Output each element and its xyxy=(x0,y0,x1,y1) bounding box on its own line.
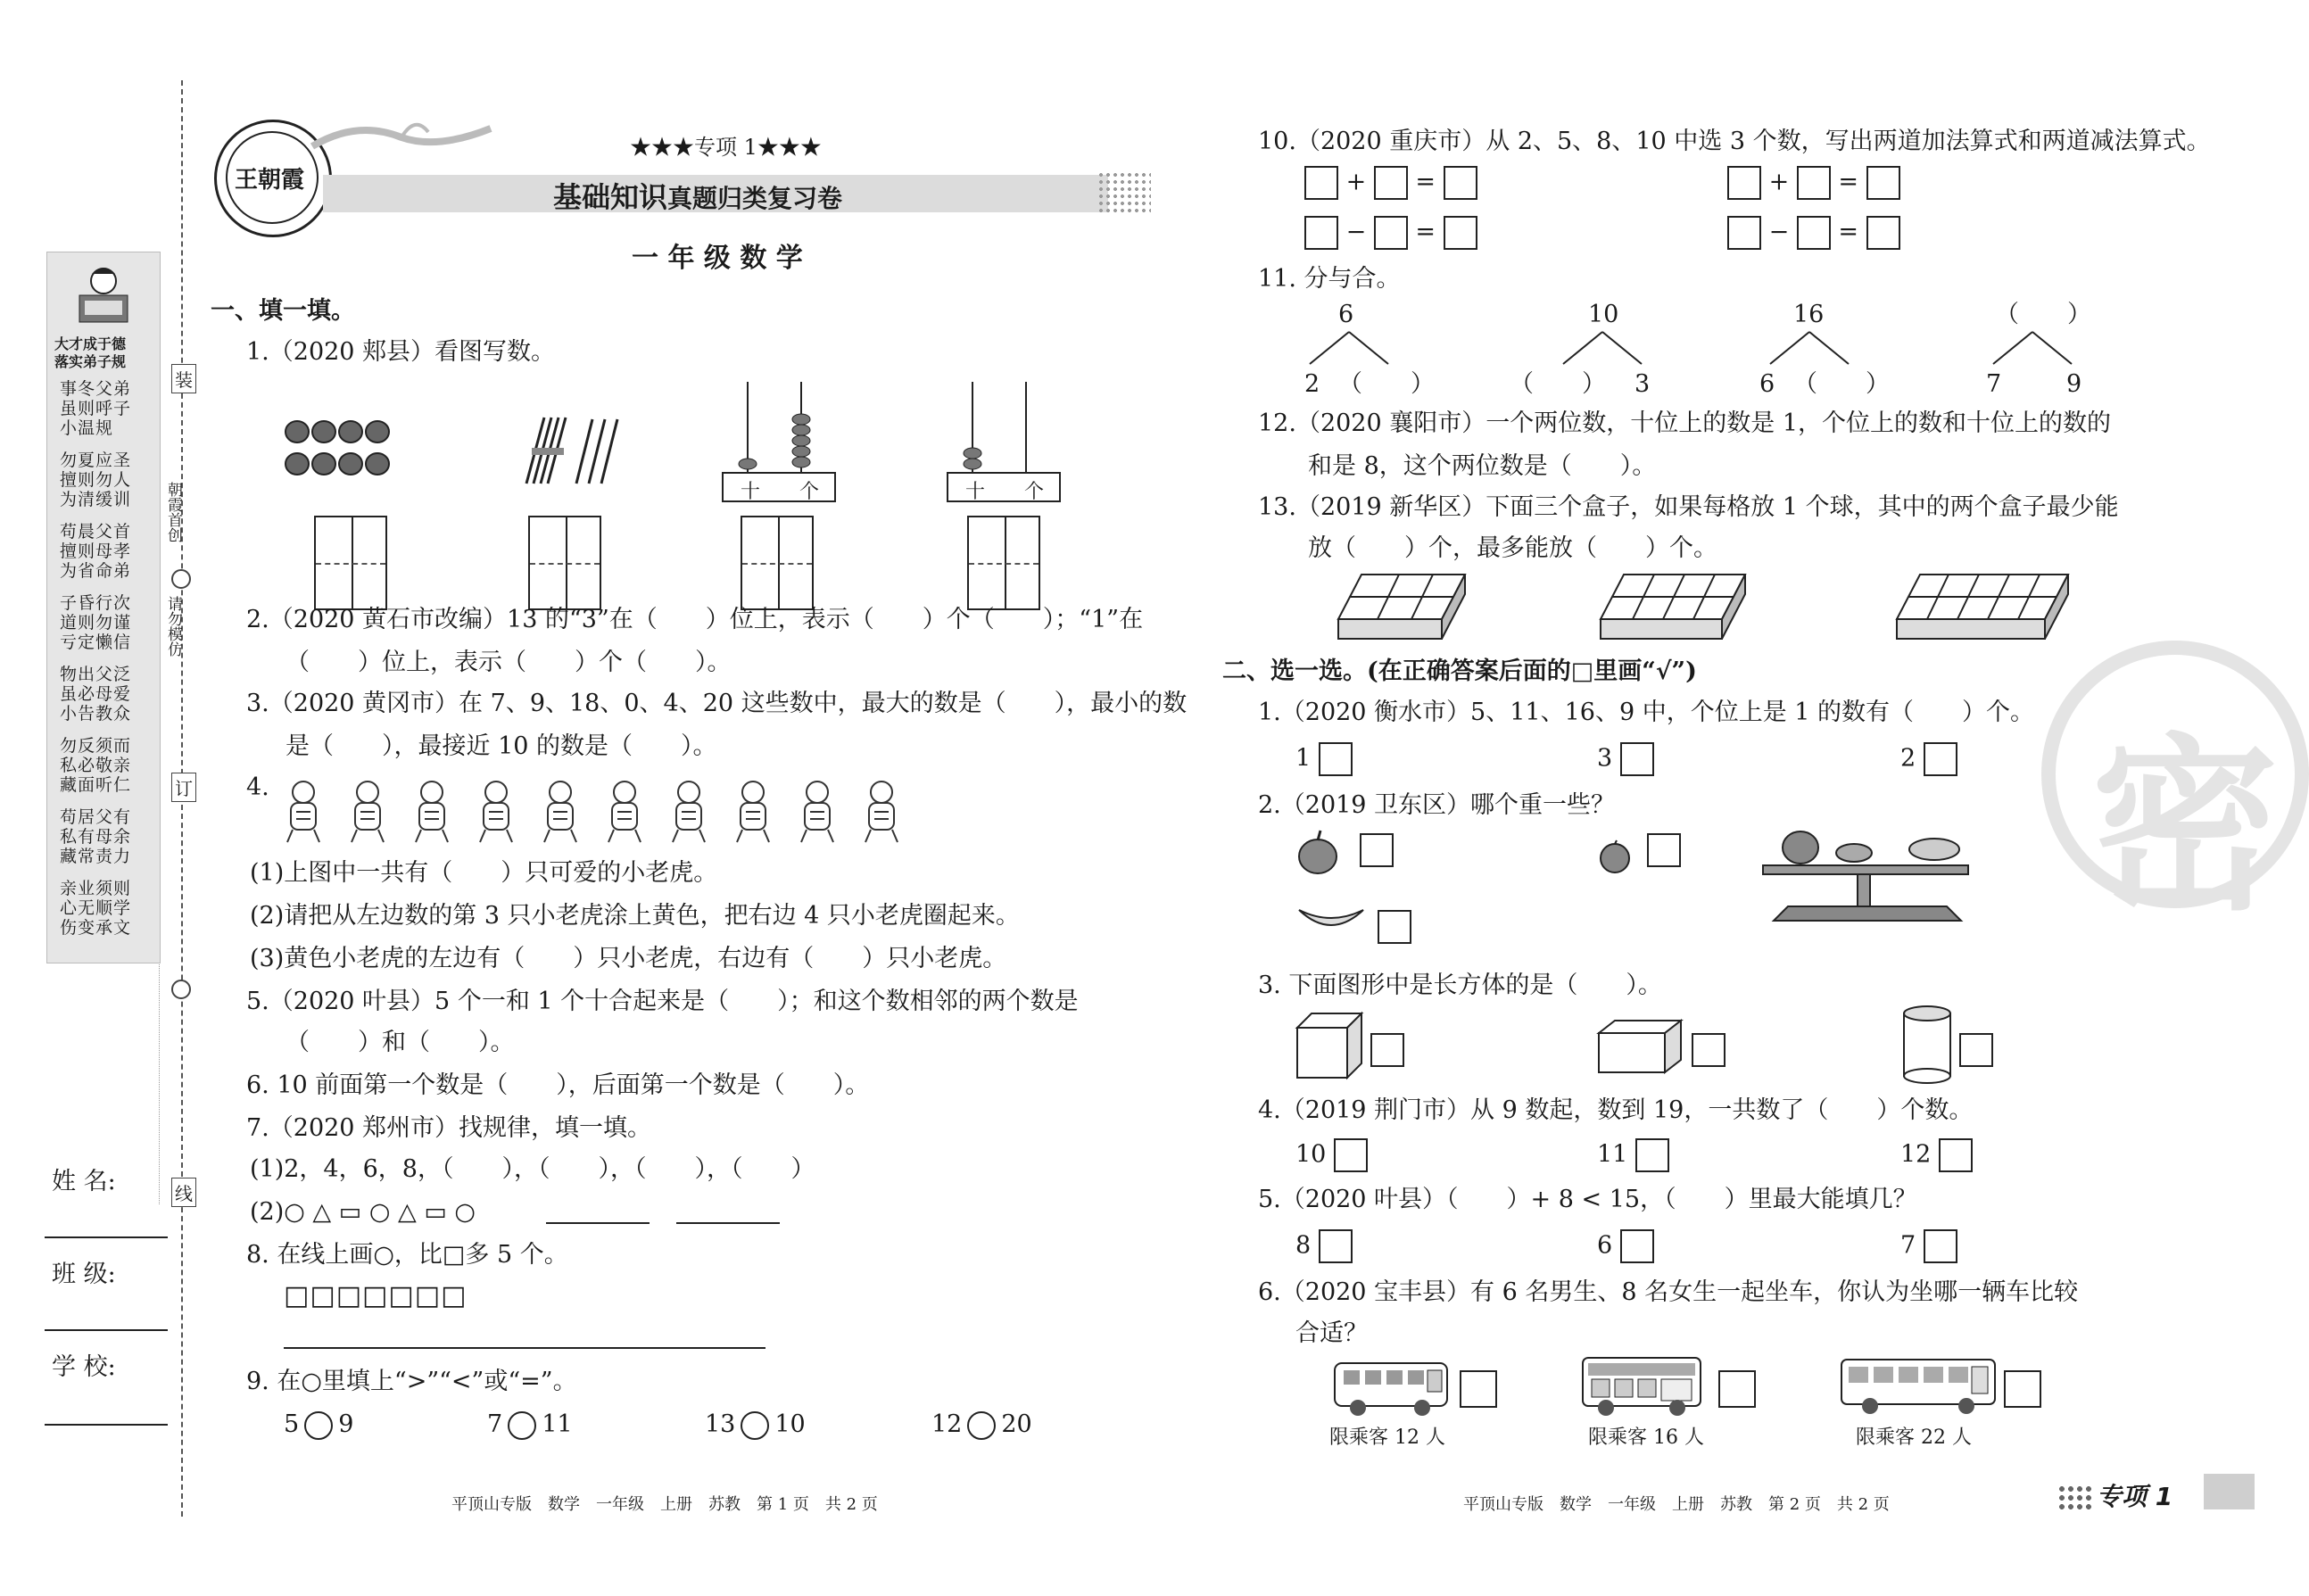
poem-group-7: 苟居父有 私有母余 藏常责力 xyxy=(60,807,132,866)
poem-block xyxy=(60,379,149,950)
poem-group-1: 事冬父弟 虽则呼子 小温规 xyxy=(60,379,132,438)
name-line[interactable] xyxy=(45,1236,168,1238)
s2q6-line2: 合适？ xyxy=(1295,1319,1368,1347)
s2q4-opt-3-box[interactable] xyxy=(1939,1138,1973,1172)
cylinder-icon xyxy=(1900,1005,1954,1085)
s2q2-apple-box[interactable] xyxy=(1360,833,1394,867)
s2q1-opt-2 xyxy=(1597,742,1654,776)
s2q6-line1: 6.（2020 宝丰县）有 6 名男生、8 名女生一起坐车，你认为坐哪一辆车比较 xyxy=(1258,1278,2079,1306)
q10-box-3c[interactable] xyxy=(1444,216,1477,250)
bus-icon-2 xyxy=(1579,1354,1704,1418)
q9-b4: 20 xyxy=(1001,1410,1032,1438)
bus-1-box[interactable] xyxy=(1460,1370,1497,1408)
box-grid-icon-2 xyxy=(1597,571,1749,642)
s2q1-opt-3 xyxy=(1900,742,1957,776)
poem-group-6: 勿反须而 私必敬亲 藏面听仁 xyxy=(60,736,132,795)
q10-box-2b[interactable] xyxy=(1797,166,1831,200)
poem-group-3: 苟晨父首 擅则母孝 为省命弟 xyxy=(60,522,132,581)
section2-heading: 二、选一选。(在正确答案后面的□里画“√”) xyxy=(1222,657,1697,685)
q11-tree3-branches xyxy=(1765,330,1854,366)
abacus-2-label: 十 个 xyxy=(965,481,1045,503)
s2q1-opt-2-box[interactable] xyxy=(1620,742,1654,776)
title-rest: 真题归类复习卷 xyxy=(667,184,843,213)
motto-line1: 大才成于德 xyxy=(54,335,127,352)
corner-tag-bar xyxy=(2204,1474,2255,1509)
q7-sub1: (1)2，4，6，8，（ ），（ ），（ ），（ ） xyxy=(250,1155,815,1183)
left-footer: 平顶山专版 数学 一年级 上册 苏教 第 1 页 共 2 页 xyxy=(451,1495,878,1514)
q9-a2: 7 xyxy=(487,1410,503,1438)
s2q3-text: 3. 下面图形中是长方体的是（ ）。 xyxy=(1258,972,1662,999)
poem-group-5: 物出父泛 虽必母爱 小告教众 xyxy=(60,665,132,724)
sidebar-panel xyxy=(46,252,161,963)
q5-line1: 5.（2020 叶县）5 个一和 1 个十合起来是（ ）；和这个数相邻的两个数是 xyxy=(246,988,1079,1015)
s2q1-text: 1.（2020 衡水市）5、11、16、9 中，个位上是 1 的数有（ ）个。 xyxy=(1258,699,2035,726)
q10-text: 10.（2020 重庆市）从 2、5、8、10 中选 3 个数，写出两道加法算式和两道减法算式。 xyxy=(1258,128,2211,155)
q9-circle-4[interactable] xyxy=(967,1411,996,1440)
q11-tree1-left: 2 xyxy=(1304,370,1320,398)
watermark-seal xyxy=(2041,641,2309,936)
logo-text: 王朝霞 xyxy=(235,167,305,194)
bus-3-label: 限乘客 22 人 xyxy=(1856,1426,1972,1449)
q13-line2: 放（ ）个，最多能放（ ）个。 xyxy=(1308,534,1717,562)
q2-line2: （ ）位上，表示（ ）个（ ）。 xyxy=(286,649,732,676)
q1-answer-frame-2[interactable] xyxy=(528,516,601,610)
q10-op-3: − xyxy=(1345,218,1367,246)
s2q1-opt-1-box[interactable] xyxy=(1319,742,1353,776)
q9-item-1 xyxy=(284,1410,353,1440)
banana-icon xyxy=(1295,901,1367,937)
q11-text: 11. 分与合。 xyxy=(1258,265,1401,293)
s2q4-opt-2 xyxy=(1597,1138,1669,1172)
q4-text: 4. xyxy=(246,773,269,801)
q5-line2: （ ）和（ ）。 xyxy=(286,1029,515,1056)
s2q5-opt-1-label: 8 xyxy=(1295,1231,1312,1260)
q10-op-4: − xyxy=(1768,218,1790,246)
bus-icon-3 xyxy=(1838,1356,1999,1418)
q10-eq-sign-1: = xyxy=(1415,168,1436,196)
balance-scale-icon xyxy=(1756,821,1979,928)
bus-2-box[interactable] xyxy=(1718,1370,1756,1408)
s2q5-opt-1-box[interactable] xyxy=(1319,1229,1353,1263)
q8-squares: □□□□□□□ xyxy=(284,1280,468,1311)
s2q3-cylinder-box[interactable] xyxy=(1959,1033,1993,1067)
q7-sub2: (2)○ △ ▭ ○ △ ▭ ○ xyxy=(250,1198,476,1226)
q9-item-2 xyxy=(487,1410,573,1440)
q4-sub3: (3)黄色小老虎的左边有（ ）只小老虎，右边有（ ）只小老虎。 xyxy=(250,945,1007,972)
q7-blank-2[interactable] xyxy=(676,1222,780,1224)
binding-char-1: 装 xyxy=(171,364,196,393)
watermelon-icon-group xyxy=(284,418,391,482)
bus-icon-1 xyxy=(1331,1360,1451,1418)
q12-line1: 12.（2020 襄阳市）一个两位数，十位上的数是 1，个位上的数和十位上的数的 xyxy=(1258,409,2111,437)
q10-eq-sign-4: = xyxy=(1838,218,1859,246)
q9-text: 9. 在○里填上“>”“<”或“=”。 xyxy=(246,1368,577,1395)
sticks-bundle-icon xyxy=(517,412,625,487)
title-bold: 基础知识 xyxy=(553,180,668,214)
q10-box-3a[interactable] xyxy=(1304,216,1338,250)
q10-eq-1 xyxy=(1304,166,1477,200)
s2q4-opt-3-label: 12 xyxy=(1900,1140,1932,1169)
q11-tree4-top[interactable]: （ ） xyxy=(1995,301,2091,328)
q11-tree3-top: 16 xyxy=(1793,301,1825,328)
q10-eq-2 xyxy=(1727,166,1900,200)
q11-tree1-right[interactable]: （ ） xyxy=(1338,370,1435,398)
q8-answer-line[interactable] xyxy=(284,1347,766,1349)
q9-circle-2[interactable] xyxy=(508,1411,536,1440)
q9-item-4 xyxy=(931,1410,1032,1440)
swirl-icon-2 xyxy=(171,980,191,999)
box-grid-icon-3 xyxy=(1893,571,2072,642)
q10-box-2c[interactable] xyxy=(1866,166,1900,200)
q7-blank-1[interactable] xyxy=(546,1222,650,1224)
s2q1-opt-1 xyxy=(1295,742,1353,776)
q1-answer-frame-3[interactable] xyxy=(741,516,814,610)
q11-tree4-right: 9 xyxy=(2066,370,2082,398)
q10-box-1b[interactable] xyxy=(1374,166,1408,200)
section-label: ★★★专项 1★★★ xyxy=(630,135,822,160)
ribbon-decoration xyxy=(303,111,500,164)
q1-text: 1.（2020 郏县）看图写数。 xyxy=(246,338,556,366)
q10-op-1: + xyxy=(1345,168,1367,196)
s2q4-opt-3 xyxy=(1900,1138,1973,1172)
box-grid-icon-1 xyxy=(1335,571,1469,642)
q9-b1: 9 xyxy=(338,1410,354,1438)
q1-answer-frame-1[interactable] xyxy=(314,516,387,610)
right-footer: 平顶山专版 数学 一年级 上册 苏教 第 2 页 共 2 页 xyxy=(1463,1495,1890,1514)
q6-text: 6. 10 前面第一个数是（ ），后面第一个数是（ ）。 xyxy=(246,1071,870,1099)
q11-tree2-left[interactable]: （ ） xyxy=(1510,370,1606,398)
section1-heading: 一、填一填。 xyxy=(211,297,355,325)
vertical-note-2: 请勿模仿 xyxy=(164,596,182,657)
s2q5-opt-1 xyxy=(1295,1229,1353,1263)
q9-a4: 12 xyxy=(931,1410,963,1438)
q9-b3: 10 xyxy=(774,1410,806,1438)
s2q1-opt-1-label: 1 xyxy=(1295,744,1312,773)
s2q1-opt-3-label: 2 xyxy=(1900,744,1916,773)
s2q1-opt-3-box[interactable] xyxy=(1924,742,1957,776)
q11-tree4-left: 7 xyxy=(1986,370,2002,398)
q9-b2: 11 xyxy=(542,1410,573,1438)
q9-circle-1[interactable] xyxy=(304,1411,333,1440)
watermark-char: 密 xyxy=(2091,717,2280,936)
school-label: 学 校: xyxy=(52,1353,116,1381)
q1-answer-frame-4[interactable] xyxy=(967,516,1040,610)
q9-a1: 5 xyxy=(284,1410,300,1438)
q10-box-1c[interactable] xyxy=(1444,166,1477,200)
s2q3-cuboid-box[interactable] xyxy=(1692,1033,1726,1067)
s2q5-opt-2-label: 6 xyxy=(1597,1231,1613,1260)
q4-sub2: (2)请把从左边数的第 3 只小老虎涂上黄色，把右边 4 只小老虎圈起来。 xyxy=(250,902,1020,930)
q10-eq-3 xyxy=(1304,216,1477,250)
q11-tree1-branches xyxy=(1304,330,1394,366)
apple-icon xyxy=(1295,828,1340,876)
s2q2-orange-box[interactable] xyxy=(1647,833,1681,867)
s2q4-opt-2-box[interactable] xyxy=(1635,1138,1669,1172)
q11-tree4-branches xyxy=(1988,330,2077,366)
s2q5-opt-2 xyxy=(1597,1229,1654,1263)
corner-tag: 专项 1 xyxy=(2097,1482,2173,1511)
q9-a3: 13 xyxy=(705,1410,736,1438)
page-subtitle: 一 年 级 数 学 xyxy=(632,243,803,274)
page-title xyxy=(553,175,842,216)
poem-group-4: 子昏行次 道则勿谨 亏定懒信 xyxy=(60,593,132,652)
cuboid-icon xyxy=(1595,1017,1684,1076)
title-band-dots xyxy=(1097,171,1151,214)
q10-eq-sign-3: = xyxy=(1415,218,1436,246)
s2q2-banana-box[interactable] xyxy=(1378,910,1411,944)
q11-tree1-top: 6 xyxy=(1338,301,1354,328)
q13-line1: 13.（2019 新华区）下面三个盒子，如果每格放 1 个球，其中的两个盒子最少能 xyxy=(1258,493,2119,521)
q10-op-2: + xyxy=(1768,168,1790,196)
scholar-icon xyxy=(72,260,135,331)
q10-eq-sign-2: = xyxy=(1838,168,1859,196)
class-label: 班 级: xyxy=(52,1261,116,1288)
q2-line1: 2.（2020 黄石市改编）13 的“3”在（ ）位上，表示（ ）个（ ）；“1”在 xyxy=(246,606,1144,633)
cube-icon xyxy=(1294,1010,1365,1081)
s2q1-opt-2-label: 3 xyxy=(1597,744,1613,773)
q10-box-4b[interactable] xyxy=(1797,216,1831,250)
s2q2-text: 2.（2019 卫东区）哪个重一些？ xyxy=(1258,791,1616,819)
q10-box-4a[interactable] xyxy=(1727,216,1761,250)
q10-box-1a[interactable] xyxy=(1304,166,1338,200)
s2q5-opt-3-box[interactable] xyxy=(1924,1229,1957,1263)
abacus-1-label: 十 个 xyxy=(741,481,820,503)
s2q5-opt-2-box[interactable] xyxy=(1620,1229,1654,1263)
school-line[interactable] xyxy=(45,1424,168,1426)
q9-item-3 xyxy=(705,1410,806,1440)
q10-box-2a[interactable] xyxy=(1727,166,1761,200)
q11-tree2-right: 3 xyxy=(1635,370,1651,398)
motto-line2: 落实弟子规 xyxy=(54,353,127,370)
s2q5-opt-3 xyxy=(1900,1229,1957,1263)
s2q5-opt-3-label: 7 xyxy=(1900,1231,1916,1260)
s2q4-text: 4.（2019 荆门市）从 9 数起，数到 19，一共数了（ ）个数。 xyxy=(1258,1096,1974,1124)
q10-eq-4 xyxy=(1727,216,1900,250)
q11-tree2-top: 10 xyxy=(1588,301,1619,328)
q11-tree2-branches xyxy=(1558,330,1647,366)
q10-box-4c[interactable] xyxy=(1866,216,1900,250)
q9-circle-3[interactable] xyxy=(741,1411,769,1440)
orange-icon xyxy=(1597,839,1633,874)
q11-tree3-right[interactable]: （ ） xyxy=(1793,370,1890,398)
name-label: 姓 名: xyxy=(52,1168,116,1195)
binding-char-3: 线 xyxy=(171,1178,196,1207)
s2q4-opt-1-box[interactable] xyxy=(1334,1138,1368,1172)
bus-2-label: 限乘客 16 人 xyxy=(1588,1426,1704,1449)
q12-line2: 和是 8，这个两位数是（ ）。 xyxy=(1308,452,1657,480)
poem-group-2: 勿夏应圣 擅则勿人 为清缓训 xyxy=(60,451,132,509)
s2q4-opt-1 xyxy=(1295,1138,1368,1172)
tigers-icon-row xyxy=(277,778,981,846)
swirl-icon-1 xyxy=(171,569,191,589)
binding-char-2: 订 xyxy=(171,773,196,802)
q11-tree3-left: 6 xyxy=(1759,370,1775,398)
vertical-note-1: 朝霞首创 xyxy=(164,482,182,542)
corner-tag-dots xyxy=(2057,1484,2093,1511)
poem-group-8: 亲业须则 心无顺学 伤变承文 xyxy=(60,879,132,938)
s2q5-text: 5.（2020 叶县）（ ）+ 8 < 15，（ ）里最大能填几？ xyxy=(1258,1186,1917,1213)
q3-line2: 是（ ），最接近 10 的数是（ ）。 xyxy=(286,732,717,760)
bus-1-label: 限乘客 12 人 xyxy=(1329,1426,1445,1449)
q4-sub1: (1)上图中一共有（ ）只可爱的小老虎。 xyxy=(250,859,718,887)
s2q3-cube-box[interactable] xyxy=(1370,1033,1404,1067)
q10-box-3b[interactable] xyxy=(1374,216,1408,250)
bus-3-box[interactable] xyxy=(2004,1370,2041,1408)
s2q4-opt-2-label: 11 xyxy=(1597,1140,1628,1169)
s2q4-opt-1-label: 10 xyxy=(1295,1140,1327,1169)
q8-text: 8. 在线上画○，比□多 5 个。 xyxy=(246,1241,568,1269)
q7-text: 7.（2020 郑州市）找规律，填一填。 xyxy=(246,1114,652,1142)
q3-line1: 3.（2020 黄冈市）在 7、9、18、0、4、20 这些数中，最大的数是（ ），最小的数 xyxy=(246,690,1188,717)
class-line[interactable] xyxy=(45,1329,168,1331)
